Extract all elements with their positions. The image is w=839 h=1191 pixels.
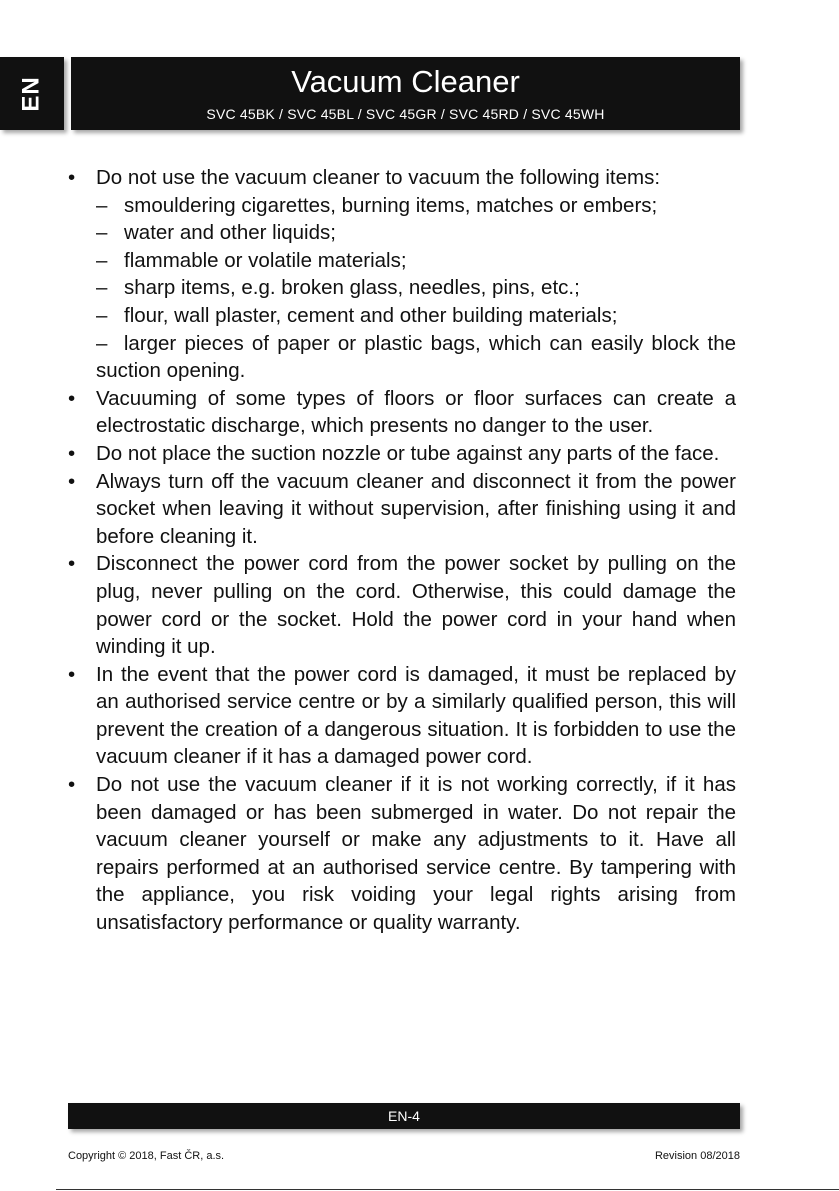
copyright-text: Copyright © 2018, Fast ČR, a.s. [68,1150,225,1162]
bullet-item: • Vacuuming of some types of floors or floor surfaces can create a electrostatic discharge, which presents no danger to the user. [68,385,736,440]
sub-item: – larger pieces of paper or plastic bags, which can easily block the suction opening. [96,331,736,383]
bullet-item: • Disconnect the power cord from the power socket by pulling on the plug, never pulling on the cord. Otherwise, this could damage the power cord or the socket. Hold the power cord in your hand when winding it up. [68,550,736,660]
page-number-bar [68,1103,740,1129]
sub-item: – water and other liquids; [96,221,336,245]
title-bar [71,57,740,130]
model-list: SVC 45BK / SVC 45BL / SVC 45GR / SVC 45RD / SVC 45WH [206,106,605,122]
page-title: Vacuum Cleaner [291,64,520,99]
revision-text: Revision 08/2018 [654,1150,740,1162]
bullet-item: • Always turn off the vacuum cleaner and disconnect it from the power socket when leaving it without supervision, after finishing using it and before cleaning it. [68,468,736,551]
sub-item: – flour, wall plaster, cement and other building materials; [96,303,618,327]
bullet-item: • Do not use the vacuum cleaner if it is not working correctly, if it has been damaged or has been submerged in water. Do not repair the vacuum cleaner yourself or make any adjustments to it. Have all repairs performed at an authorised service centre. By tampering with the appliance, you risk voiding your legal rights arising from unsatisfactory performance or quality warranty. [68,771,736,937]
page-number: EN-4 [388,1108,420,1124]
bullet-text: • Do not use the vacuum cleaner to vacuum the following items: [96,166,661,189]
bullet-item [68,164,736,385]
sub-list [96,192,736,330]
bullet-item: • In the event that the power cord is damaged, it must be replaced by an authorised service centre or by a similarly qualified person, this will prevent the creation of a dangerous situation. It is forbidden to use the vacuum cleaner if it has a damaged power cord. [68,661,736,771]
bullet-item: • Do not place the suction nozzle or tube against any parts of the face. [68,440,736,468]
sub-item: – smouldering cigarettes, burning items, matches or embers; [96,193,658,217]
language-label: EN [18,75,45,112]
safety-instructions [68,164,736,937]
bottom-divider [56,1189,839,1190]
sub-item: – sharp items, e.g. broken glass, needles, pins, etc.; [96,276,580,300]
sub-item: – flammable or volatile materials; [96,248,407,272]
language-tab [0,57,64,130]
